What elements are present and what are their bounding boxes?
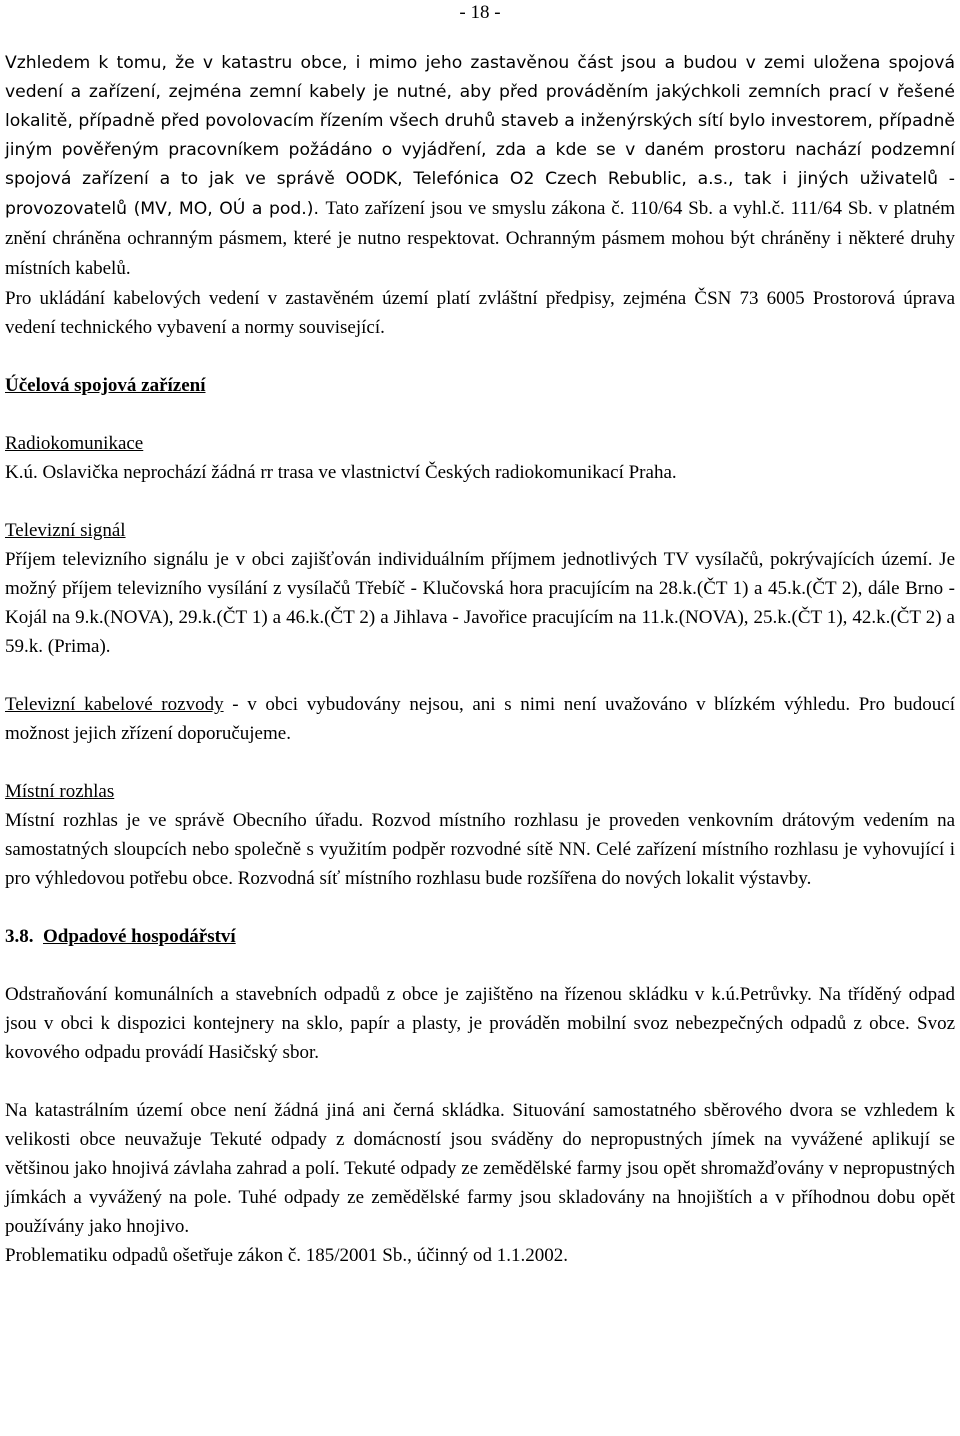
waste-paragraph-3: Problematiku odpadů ošetřuje zákon č. 185/2001 Sb., účinný od 1.1.2002.: [5, 1245, 569, 1266]
local-radio-paragraph: Místní rozhlas je ve správě Obecního úřadu. Rozvod místního rozhlasu je proveden venkovním drátovým vedením na samostatných sloupcích nebo společně s využitím podpěr rozvodné sítě NN. Celé zařízení místního rozhlasu je vyhovující i pro výhledovou potřebu obce. Rozvodná síť místního rozhlasu bude rozšířena do nových lokalit výstavby.: [5, 810, 955, 889]
local-radio-title-text: Místní rozhlas: [5, 781, 115, 802]
cable-tv-title: Televizní kabelové rozvody: [5, 694, 224, 715]
section-number: 3.8.: [5, 926, 34, 947]
networks-text: Vzhledem k tomu, že v katastru obce, i mimo jeho zastavěnou část jsou a budou v zemi uložena spojová vedení a zařízení, zejména zemní kabely je nutné, aby před prováděním jakýchkoli zemních prací v řešené lokalitě, případně před povolovacím řízením všech druhů staveb a inženýrských sítí bylo investorem, případně jiným pověřeným pracovníkem požádáno o vyjádření, zda a kde se v daném prostoru nachází podzemní spojová zařízení a to jak ve správě OODK, Telefónica O2 Czech Rebublic, a.s., tak i jiných uživatelů - provozovatelů (MV, MO, OÚ a pod.).: [5, 53, 955, 219]
heading-spojova-zarizeni: [5, 371, 955, 400]
page-number: - 18 -: [459, 2, 501, 23]
radio-paragraph: K.ú. Oslavička neprochází žádná rr trasa ve vlastnictví Českých radiokomunikací Praha.: [5, 462, 677, 483]
waste-paragraph-1: Odstraňování komunálních a stavebních odpadů z obce je zajištěno na řízenou skládku v k.ú.Petrůvky. Na tříděný odpad jsou v obci k dispozici kontejnery na sklo, papír a plasty, je prováděn mobilní svoz nebezpečných odpadů z obce. Svoz kovového odpadu provádí Hasičský sbor.: [5, 984, 955, 1063]
heading-spojova-text: Účelová spojová zařízení: [5, 375, 206, 396]
section-heading-odpady: [5, 922, 955, 951]
paragraph-networks: [5, 49, 955, 284]
radio-title-text: Radiokomunikace: [5, 433, 144, 454]
local-radio-title: [5, 777, 955, 806]
protection-text: Tato zařízení jsou ve smyslu zákona č. 110/64 Sb. a vyhl.č. 111/64 Sb. v platném znění chráněna ochranným pásmem, které je nutno respektovat. Ochranným pásmem mohou být chráněny i některé druhy místních kabelů.: [5, 198, 956, 279]
section-title: Odpadové hospodářství: [43, 926, 236, 947]
radio-title: [5, 429, 955, 458]
tv-paragraph: Příjem televizního signálu je v obci zajišťován individuálním příjmem jednotlivých TV vysílačů, pokrývajících území. Je možný příjem televizního vysílání z vysílačů Třebíč - Klučovská hora pracujícím na 28.k.(ČT 1) a 45.k.(ČT 2), dále Brno - Kojál na 9.k.(NOVA), 29.k.(ČT 1) a 46.k.(ČT 2) a Jihlava - Javořice pracujícím na 11.k.(NOVA), 25.k.(ČT 1), 42.k.(ČT 2) a 59.k. (Prima).: [5, 549, 955, 657]
document-body: [5, 49, 955, 1270]
cable-tv-paragraph: [5, 690, 955, 748]
tv-title-text: Televizní signál: [5, 520, 126, 541]
cable-tv-text: - v obci vybudovány nejsou, ani s nimi není uvažováno v blízkém výhledu. Pro budoucí možnost jejich zřízení doporučujeme.: [5, 694, 955, 744]
waste-paragraph-2: Na katastrálním území obce není žádná jiná ani černá skládka. Situování samostatného sběrového dvora se vzhledem k velikosti obce neuvažuje Tekuté odpady z domácností jsou sváděny do nepropustných jímek na vyvážené aplikují se většinou jako hnojivá závlaha zahrad a polí. Tekuté odpady ze zemědělské farmy jsou opět shromažďovány v nepropustných jímkách a vyvážený na pole. Tuhé odpady ze zemědělské farmy jsou skladovány na hnojištích a v příhodnou dobu opět používány jako hnojivo.: [5, 1100, 955, 1237]
tv-title: [5, 516, 955, 545]
paragraph-cables: Pro ukládání kabelových vedení v zastavěném území platí zvláštní předpisy, zejména ČSN 73 6005 Prostorová úprava vedení technického vybavení a normy související.: [5, 288, 955, 338]
